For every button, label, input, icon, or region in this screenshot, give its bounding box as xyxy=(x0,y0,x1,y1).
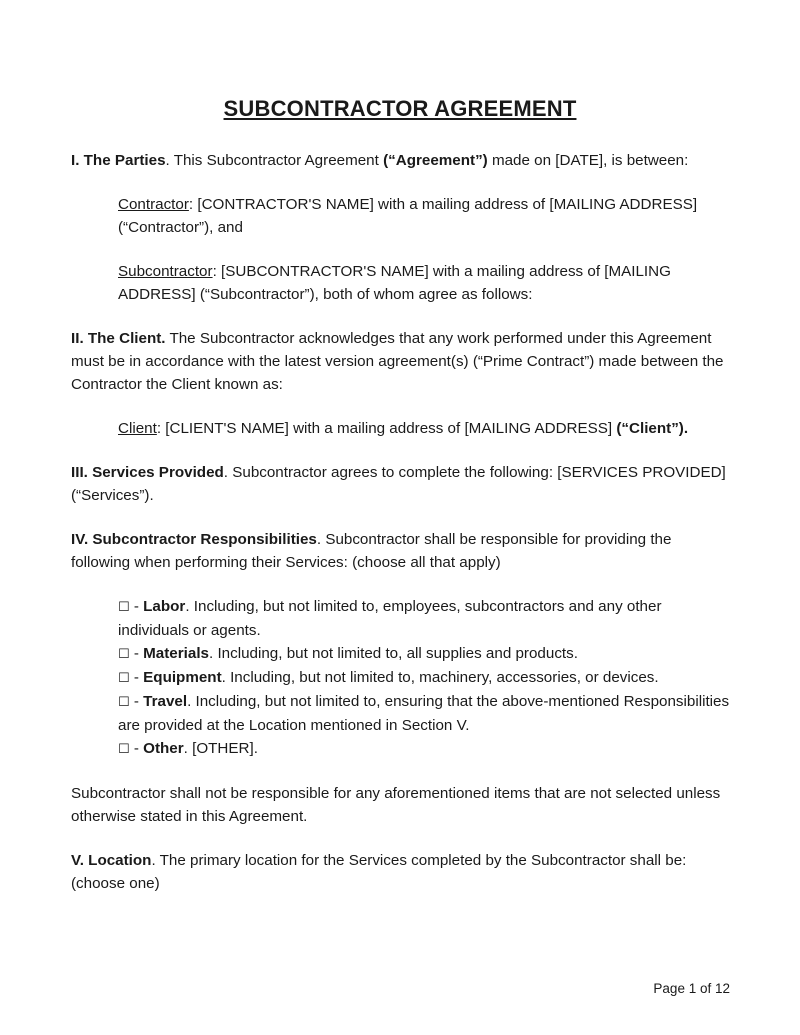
checkbox-icon[interactable]: ☐ xyxy=(118,695,130,710)
checklist-item-materials xyxy=(118,642,731,666)
checklist-item-equipment xyxy=(118,666,731,690)
item-label: Equipment xyxy=(143,669,222,686)
item-text: . Including, but not limited to, ensuring that the above-mentioned Responsibilities are provided at the Location mentioned in Section V. xyxy=(118,693,730,734)
dash: - xyxy=(129,669,144,686)
checklist-item-labor xyxy=(118,595,731,642)
client-term: (“Client”). xyxy=(616,420,689,437)
page-number: Page 1 of 12 xyxy=(653,981,730,996)
client-text: : [CLIENT'S NAME] with a mailing address of [MAILING ADDRESS] xyxy=(156,420,617,437)
dash: - xyxy=(129,740,144,757)
dash: - xyxy=(129,645,144,662)
responsibilities-text: . Subcontractor shall be responsible for providing the following when performing their Services: (choose all that apply) xyxy=(71,531,672,571)
parties-text-a: . This Subcontractor Agreement xyxy=(165,152,384,169)
item-text: . Including, but not limited to, employees, subcontractors and any other individuals or agents. xyxy=(118,598,662,639)
services-heading: III. Services Provided xyxy=(71,464,224,481)
document-body xyxy=(71,149,731,895)
responsibilities-note: Subcontractor shall not be responsible for any aforementioned items that are not selected unless otherwise stated in this Agreement. xyxy=(71,785,721,825)
item-label: Travel xyxy=(143,693,188,710)
dash: - xyxy=(129,598,144,615)
services-paragraph xyxy=(71,461,731,507)
client-label: Client xyxy=(118,420,157,437)
services-text: . Subcontractor agrees to complete the following: [SERVICES PROVIDED] (“Services”). xyxy=(71,464,726,504)
contractor-text: : [CONTRACTOR'S NAME] with a mailing address of [MAILING ADDRESS] (“Contractor”), and xyxy=(118,196,698,236)
checkbox-icon[interactable]: ☐ xyxy=(118,647,130,662)
checkbox-icon[interactable]: ☐ xyxy=(118,600,130,615)
contractor-label: Contractor xyxy=(118,196,189,213)
dash: - xyxy=(129,693,144,710)
responsibilities-heading: IV. Subcontractor Responsibilities xyxy=(71,531,317,548)
checklist-item-travel xyxy=(118,690,731,737)
contractor-paragraph xyxy=(118,193,731,239)
parties-heading: I. The Parties xyxy=(71,152,166,169)
item-label: Materials xyxy=(143,645,210,662)
item-text: . Including, but not limited to, all supplies and products. xyxy=(209,645,578,662)
checklist-item-other xyxy=(118,737,731,761)
agreement-term: (“Agreement”) xyxy=(383,152,488,169)
subcontractor-text: : [SUBCONTRACTOR'S NAME] with a mailing address of [MAILING ADDRESS] (“Subcontractor”), both of whom agree as follows: xyxy=(118,263,671,303)
client-paragraph xyxy=(118,417,731,440)
subcontractor-label: Subcontractor xyxy=(118,263,213,280)
responsibilities-checklist xyxy=(118,595,731,761)
item-text: . Including, but not limited to, machinery, accessories, or devices. xyxy=(221,669,659,686)
client-section-heading: II. The Client. xyxy=(71,330,166,347)
location-heading: V. Location xyxy=(71,852,152,869)
client-section-paragraph xyxy=(71,327,731,396)
parties-text-b: made on [DATE], is between: xyxy=(487,152,689,169)
responsibilities-paragraph xyxy=(71,528,731,574)
checkbox-icon[interactable]: ☐ xyxy=(118,742,130,757)
document-title: SUBCONTRACTOR AGREEMENT xyxy=(223,96,577,121)
subcontractor-paragraph xyxy=(118,260,731,306)
checkbox-icon[interactable]: ☐ xyxy=(118,671,130,686)
item-label: Labor xyxy=(143,598,186,615)
item-text: . [OTHER]. xyxy=(183,740,258,757)
client-section-text: The Subcontractor acknowledges that any work performed under this Agreement must be in accordance with the latest version agreement(s) (“Prime Contract”) made between the Contractor the Client known as: xyxy=(71,330,724,393)
parties-paragraph xyxy=(71,149,731,172)
item-label: Other xyxy=(143,740,184,757)
location-paragraph xyxy=(71,849,731,895)
location-text: . The primary location for the Services completed by the Subcontractor shall be: (choose one) xyxy=(71,852,687,892)
